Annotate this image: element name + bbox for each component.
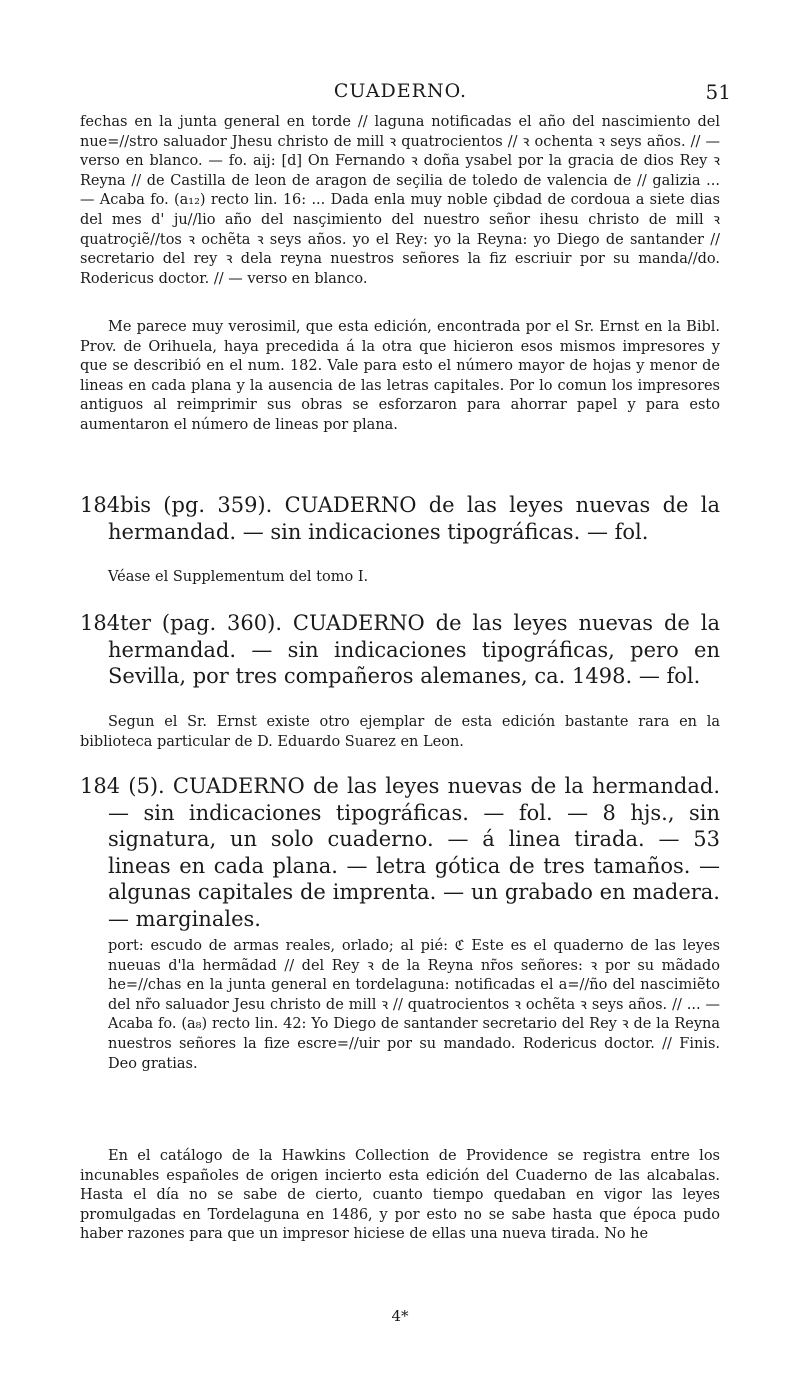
commentary-paragraph: En el catálogo de la Hawkins Collection de Providence se registra entre los incunables españoles de origen incierto esta edición del Cuaderno de las alcabalas. Hasta el día no se sabe de cierto, cuanto tiempo quedaban en vigor las leyes promulgadas en Tordelaguna en 1486, y por esto no se sabe hasta que época pudo haber razones para que un impresor hiciese de ellas una nueva tirada. No he xyxy=(80,1148,720,1243)
entry-note: Segun el Sr. Ernst existe otro ejemplar de esta edición bastante rara en la biblioteca particular de D. Eduardo Suarez en Leon. xyxy=(80,714,720,750)
catalog-entry-184-5: 184 (5). CUADERNO de las leyes nuevas de la hermandad. — sin indicaciones tipográficas. — fol. — 8 hjs., sin signatura, un solo cuaderno. — á linea tirada. — 53 lineas en cada plana. — letra gótica de tres tamaños. — algunas capitales de imprenta. — un grabado en madera. — marginales. xyxy=(80,774,720,931)
description-paragraph: port: escudo de armas reales, orlado; al pié: ℭ Este es el quaderno de las leyes nueuas d'la hermãdad // del Rey ꝛ de la Reyna nr̃os señores: ꝛ por su mãdado he=//chas en la junta general en tordelaguna: notificadas el a=//ño del nascimiẽto del nr̃o saluador Jesu christo de mill ꝛ // quatrocientos ꝛ ochẽta ꝛ seys años. // ... — Acaba fo. (a₈) recto lin. 42: Yo Diego de santander secretario del Rey ꝛ de la Reyna nuestros señores la fize escre=//uir por su mandado. Rodericus doctor. // Finis. Deo gratias. xyxy=(108,938,720,1072)
catalog-entry-184bis: 184bis (pg. 359). CUADERNO de las leyes nuevas de la hermandad. — sin indicaciones tipográficas. — fol. xyxy=(80,493,720,544)
page-number: 51 xyxy=(705,80,731,104)
signature-mark: 4* xyxy=(391,1307,409,1325)
page-header xyxy=(70,80,731,110)
entry-note: Véase el Supplementum del tomo I. xyxy=(108,569,369,585)
description-paragraph: fechas en la junta general en torde // laguna notificadas el año del nascimiento del nue=//stro saluador Jhesu christo de mill ꝛ quatrocientos // ꝛ ochenta ꝛ seys años. // — verso en blanco. — fo. aij: [d] On Fernando ꝛ doña ysabel por la gracia de dios Rey ꝛ Reyna // de Castilla de leon de aragon de seçilia de toledo de valencia de // galizia ... — Acaba fo. (a₁₂) recto lin. 16: ... Dada enla muy noble çibdad de cordoua a siete dias del mes d' ju//lio año del nasçimiento del nuestro señor ihesu christo de mill ꝛ quatroçiẽ//tos ꝛ ochẽta ꝛ seys años. yo el Rey: yo la Reyna: yo Diego de santander // secretario del rey ꝛ dela reyna nuestros señores la fiz escriuir por su manda//do. Rodericus doctor. // — verso en blanco. xyxy=(80,114,720,287)
running-title: CUADERNO. xyxy=(333,80,468,102)
catalog-entry-184ter: 184ter (pag. 360). CUADERNO de las leyes nuevas de la hermandad. — sin indicaciones tipográficas, pero en Sevilla, por tres compañeros alemanes, ca. 1498. — fol. xyxy=(80,611,720,688)
commentary-paragraph: Me parece muy verosimil, que esta edición, encontrada por el Sr. Ernst en la Bibl. Prov. de Orihuela, haya precedida á la otra que hicieron esos mismos impresores y que se describió en el num. 182. Vale para esto el número mayor de hojas y menor de lineas en cada plana y la ausencia de las letras capitales. Por lo comun los impresores antiguos al reimprimir sus obras se esforzaron para ahorrar papel y para esto aumentaron el número de lineas por plana. xyxy=(80,319,720,433)
